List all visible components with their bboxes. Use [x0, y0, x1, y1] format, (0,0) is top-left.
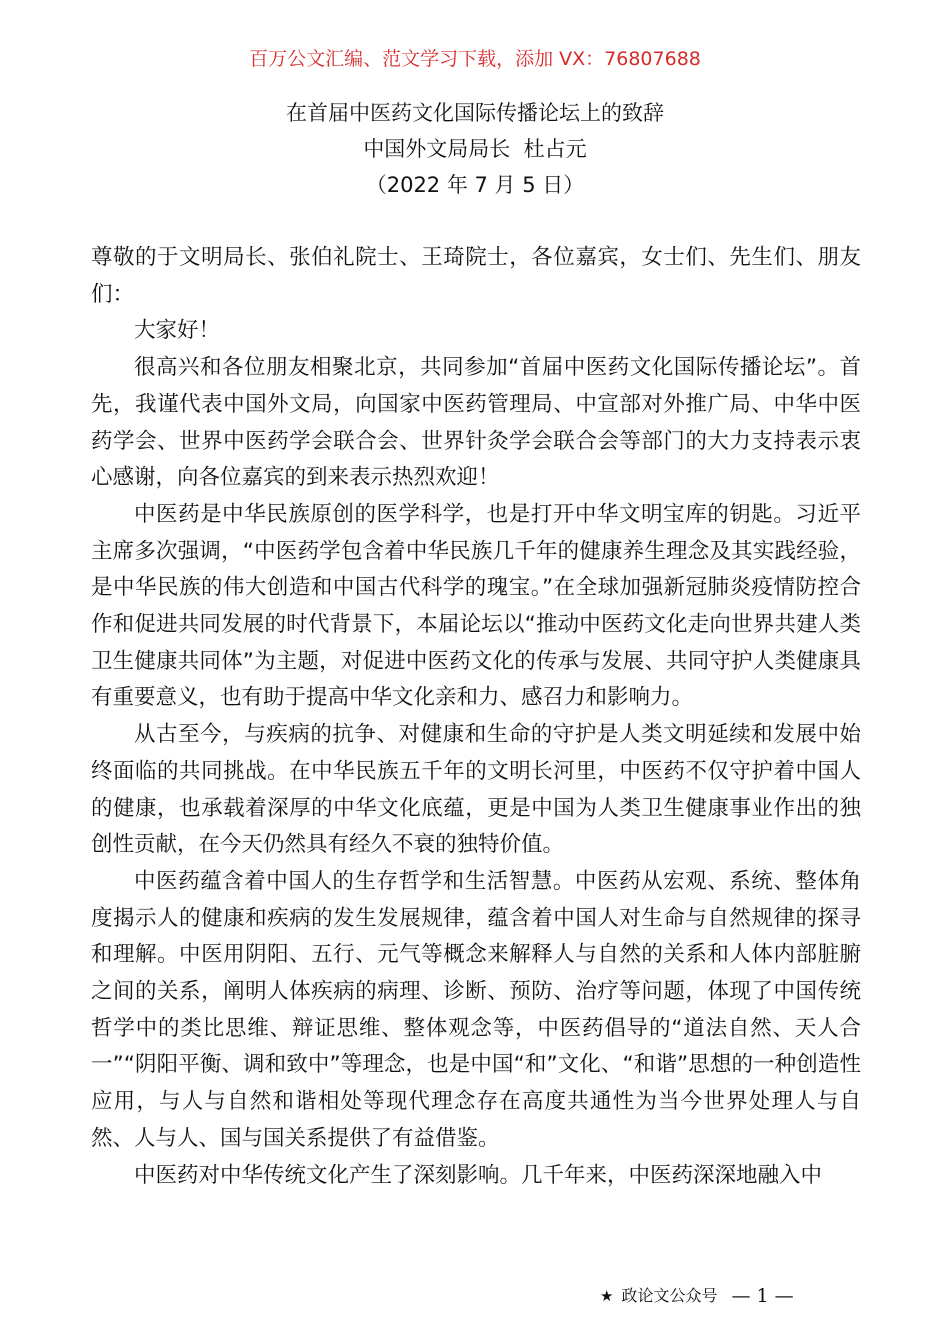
salutation: 尊敬的于文明局长、张伯礼院士、王琦院士，各位嘉宾，女士们、先生们、朋友们： — [91, 245, 861, 307]
paragraph: 中医药蕴含着中国人的生存哲学和生活智慧。中医药从宏观、系统、整体角度揭示人的健康和疾病的发生发展规律，蕴含着中国人对生命与自然规律的探寻和理解。中医用阴阳、五行、元气等概念来解释人与自然的关系和人体内部脏腑之间的关系，阐明人体疾病的病理、诊断、预防、治疗等问题，体现了中国传统哲学中的类比思维、辩证思维、整体观念等，中医药倡导的“道法自然、天人合一”“阴阳平衡、调和致中”等理念，也是中国“和”文化、“和谐”思想的一种创造性应用，与人与自然和谐相处等现代理念存在高度共通性为当今世界处理人与自然、人与人、国与国关系提供了有益借鉴。 — [91, 868, 861, 1151]
greeting: 大家好！ — [134, 318, 221, 344]
footer-source: 政论文公众号 — [621, 1286, 718, 1305]
page-number: — 1 — — [731, 1285, 794, 1307]
paragraph: 从古至今，与疾病的抗争、对健康和生命的守护是人类文明延续和发展中始终面临的共同挑战。在中华民族五千年的文明长河里，中医药不仅守护着中国人的健康，也承载着深厚的中华文化底蕴，更是中国为人类卫生健康事业作出的独创性贡献，在今天仍然具有经久不衰的独特价值。 — [91, 722, 861, 858]
paragraph: 很高兴和各位朋友相聚北京，共同参加“首届中医药文化国际传播论坛”。首先，我谨代表中国外文局，向国家中医药管理局、中宣部对外推广局、中华中医药学会、世界中医药学会联合会、世界针灸学会联合会等部门的大力支持表示衷心感谢，向各位嘉宾的到来表示热烈欢迎！ — [91, 355, 861, 491]
speech-body — [91, 240, 861, 1194]
watermark-banner: 百万公文汇编、范文学习下载，添加 VX：76807688 — [249, 48, 701, 70]
speech-date: （2022 年 7 月 5 日） — [365, 173, 585, 197]
star-icon: ★ — [600, 1287, 614, 1305]
page-footer — [600, 1283, 860, 1309]
speaker-line: 中国外文局局长 杜占元 — [363, 137, 587, 161]
paragraph: 中医药是中华民族原创的医学科学，也是打开中华文明宝库的钥匙。习近平主席多次强调，“中医药学包含着中华民族几千年的健康养生理念及其实践经验，是中华民族的伟大创造和中国古代科学的瑰宝。”在全球加强新冠肺炎疫情防控合作和促进共同发展的时代背景下，本届论坛以“推动中医药文化走向世界共建人类卫生健康共同体”为主题，对促进中医药文化的传承与发展、共同守护人类健康具有重要意义，也有助于提高中华文化亲和力、感召力和影响力。 — [91, 501, 861, 711]
speech-title: 在首届中医药文化国际传播论坛上的致辞 — [286, 101, 664, 125]
paragraph: 中医药对中华传统文化产生了深刻影响。几千年来，中医药深深地融入中 — [134, 1162, 823, 1188]
